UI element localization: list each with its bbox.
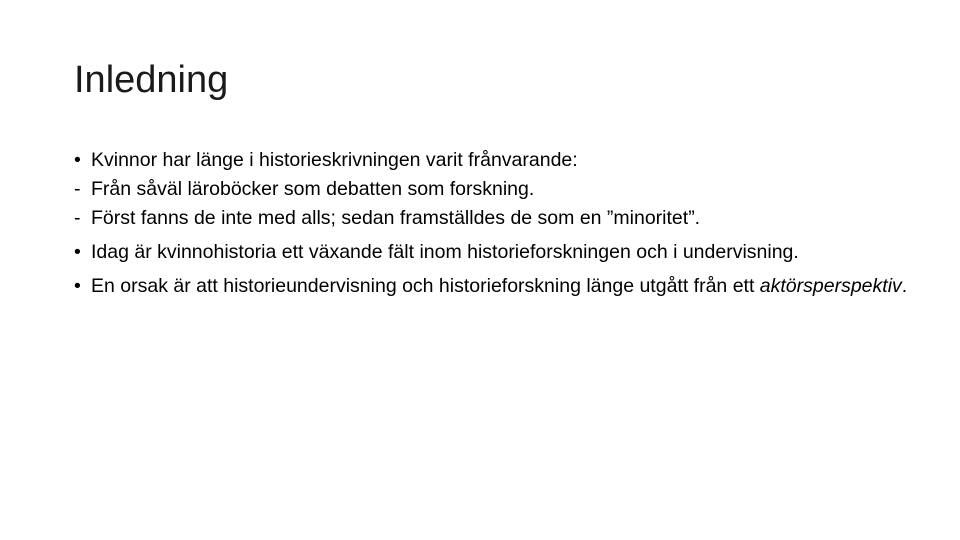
list-item xyxy=(74,240,914,264)
list-item xyxy=(74,177,914,201)
list-item-text: Från såväl läroböcker som debatten som forskning. xyxy=(91,178,535,200)
list-item xyxy=(74,148,914,172)
list-item-text-start: En orsak är att historieundervisning och historieforskning länge utgått från ett xyxy=(91,275,760,297)
list-item xyxy=(74,206,914,230)
emphasized-term: aktörsperspektiv xyxy=(759,275,902,297)
dash-marker: - xyxy=(74,207,81,229)
list-item-text xyxy=(91,275,907,297)
list-item-text-end: . xyxy=(901,275,908,297)
list-item-text: Kvinnor har länge i historieskrivningen varit frånvarande: xyxy=(91,149,578,171)
bullet-marker: • xyxy=(74,149,81,171)
dash-marker: - xyxy=(74,178,81,200)
list-item xyxy=(74,274,914,298)
bullet-list xyxy=(74,148,914,308)
bullet-marker: • xyxy=(74,241,81,263)
slide-title: Inledning xyxy=(74,59,229,101)
list-item-text: Först fanns de inte med alls; sedan framställdes de som en ”minoritet”. xyxy=(91,207,701,229)
list-item-text: Idag är kvinnohistoria ett växande fält inom historieforskningen och i undervisning. xyxy=(91,241,799,263)
bullet-marker: • xyxy=(74,275,81,297)
